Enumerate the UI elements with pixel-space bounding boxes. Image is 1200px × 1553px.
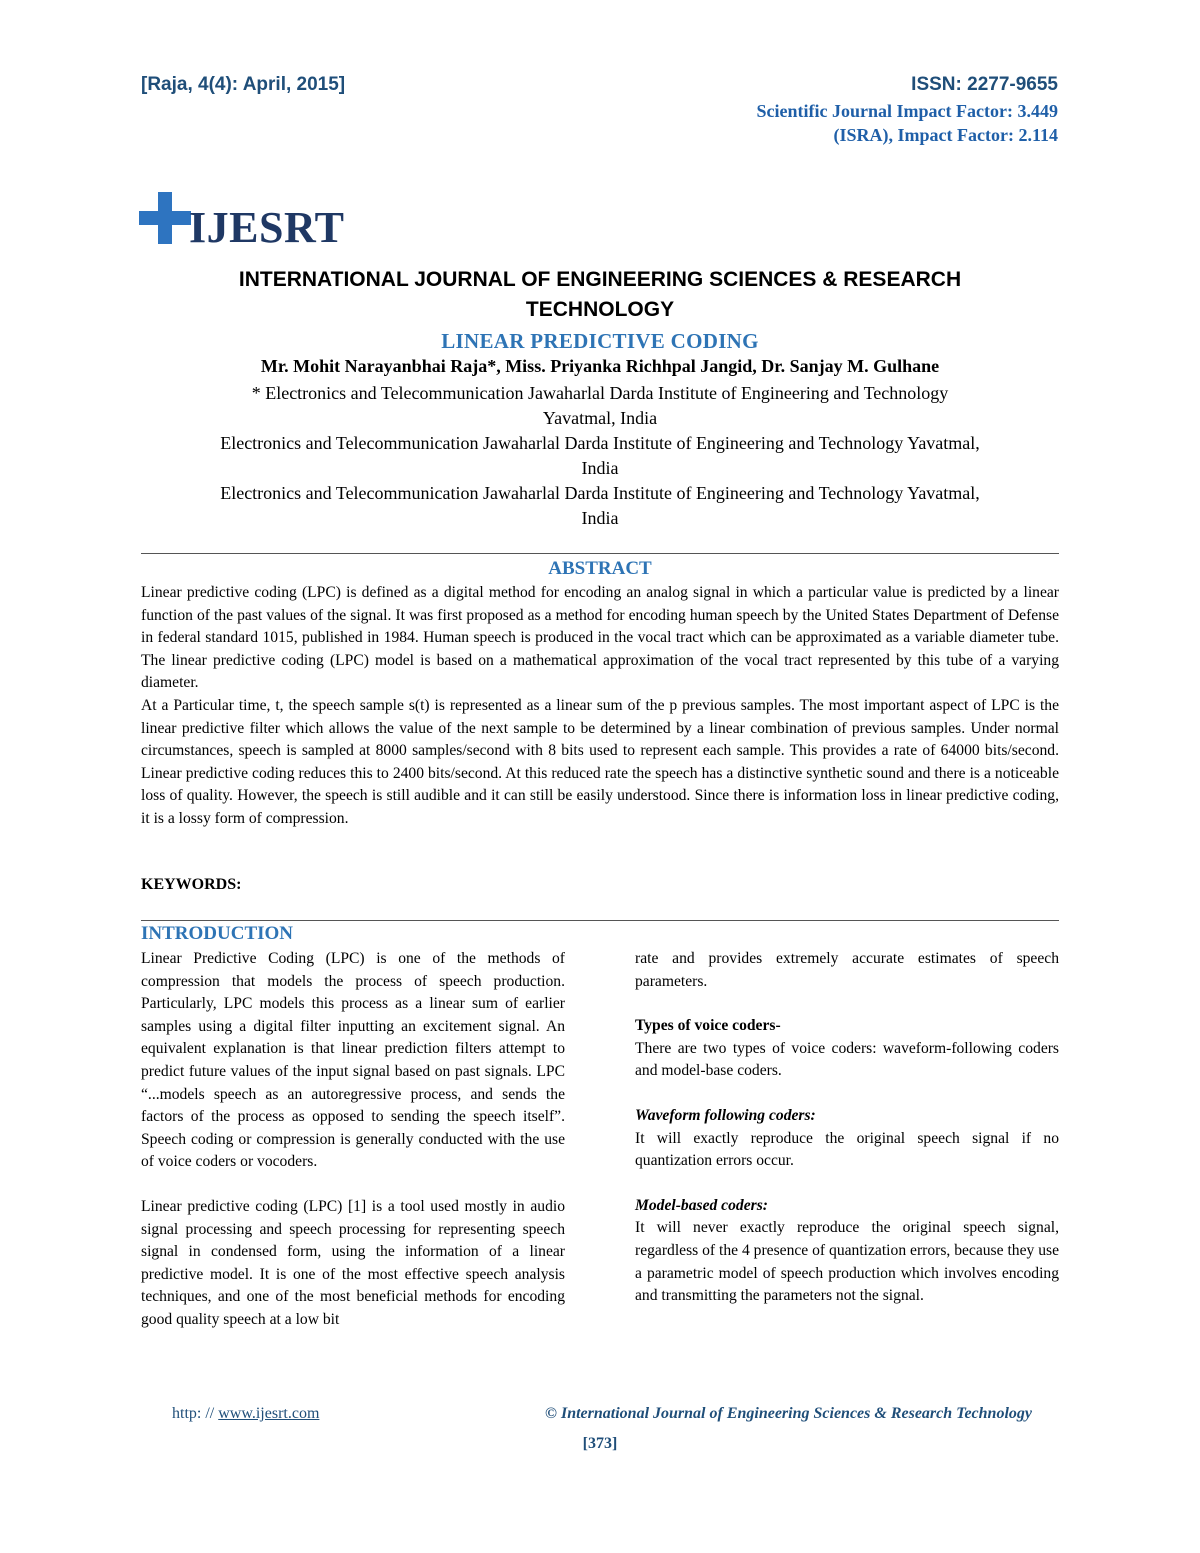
model-heading: Model-based coders:: [635, 1196, 768, 1214]
intro-paragraph-1: Linear Predictive Coding (LPC) is one of the methods of compression that models the process of speech production. Particularly, LPC models this process as a linear sum of earlier samples using a digital filter inputting an excitement signal. An equivalent explanation is that linear prediction filters attempt to predict future values of the input signal based on past signals. LPC “...models speech as an autoregressive process, and sends the factors of the process as opposed to sending the speech itself”. Speech coding or compression is generally conducted with the use of voice coders or vocoders.: [141, 950, 565, 1171]
paper-authors: Mr. Mohit Narayanbhai Raja*, Miss. Priyanka Richhpal Jangid, Dr. Sanjay M. Gulhane: [260, 356, 940, 376]
journal-logo: [139, 192, 369, 252]
journal-name: [141, 265, 1059, 325]
introduction-heading: INTRODUCTION: [141, 923, 294, 944]
plus-cross-icon: [139, 192, 191, 244]
url-prefix: http: //: [172, 1405, 219, 1422]
waveform-heading: Waveform following coders:: [635, 1106, 816, 1124]
abstract-paragraph-2: At a Particular time, t, the speech sample s(t) is represented as a linear sum of the p previous samples. The most important aspect of LPC is the linear predictive filter which allows the value of the next sample to be determined by a linear combination of previous samples. Under normal circumstances, speech is sampled at 8000 samples/second with 8 bits used to represent each sample. This provides a rate of 64000 bits/second. Linear predictive coding reduces this to 2400 bits/second. At this reduced rate the speech has a distinctive synthetic sound and there is a noticeable loss of quality. However, the speech is still audible and it can still be easily understood. Since there is information loss in linear predictive coding, it is a lossy form of compression.: [141, 696, 1059, 827]
impact-factor-sjif: Scientific Journal Impact Factor: 3.449: [756, 101, 1058, 121]
logo-text: IJESRT: [189, 203, 345, 252]
journal-name-line2: TECHNOLOGY: [525, 298, 675, 321]
affiliation-line: Electronics and Telecommunication Jawaharlal Darda Institute of Engineering and Technology Yavatmal,: [220, 483, 980, 503]
left-column: [141, 948, 565, 1332]
footer-copyright: © International Journal of Engineering Sciences & Research Technology: [545, 1405, 1032, 1422]
abstract-body: [141, 582, 1059, 831]
abstract-paragraph-1: Linear predictive coding (LPC) is defined as a digital method for encoding an analog signal in which a particular value is predicted by a linear function of the past values of the signal. It was first proposed as a method for encoding human speech by the United States Department of Defense in federal standard 1015, published in 1984. Human speech is produced in the vocal tract which can be approximated as a variable diameter tube. The linear predictive coding (LPC) model is based on a mathematical approximation of the vocal tract represented by this tube of a varying diameter.: [141, 584, 1059, 692]
affiliation-line: Yavatmal, India: [542, 408, 658, 428]
divider: [141, 553, 1059, 554]
keywords-heading: KEYWORDS:: [141, 876, 242, 893]
affiliation-line: * Electronics and Telecommunication Jawaharlal Darda Institute of Engineering and Technology: [251, 383, 949, 403]
journal-name-line1: INTERNATIONAL JOURNAL OF ENGINEERING SCIENCES & RESEARCH: [238, 268, 962, 291]
affiliation-line: Electronics and Telecommunication Jawaharlal Darda Institute of Engineering and Technology Yavatmal,: [220, 433, 980, 453]
impact-factor-isra: (ISRA), Impact Factor: 2.114: [833, 125, 1058, 145]
intro-paragraph-2: Linear predictive coding (LPC) [1] is a tool used mostly in audio signal processing and speech processing for representing speech signal in condensed form, using the information of a linear predictive model. It is one of the most effective speech analysis techniques, and one of the most beneficial methods for encoding good quality speech at a low bit: [141, 1197, 565, 1328]
divider: [141, 920, 1059, 921]
affiliation-line: India: [581, 458, 619, 478]
types-text: There are two types of voice coders: waveform-following coders and model-base coders.: [635, 1039, 1059, 1080]
abstract-heading: ABSTRACT: [548, 558, 652, 579]
page-number: [373]: [582, 1435, 618, 1452]
types-heading: Types of voice coders-: [635, 1017, 781, 1035]
website-link[interactable]: www.ijesrt.com: [218, 1405, 320, 1422]
waveform-text: It will exactly reproduce the original speech signal if no quantization errors occur.: [635, 1129, 1059, 1170]
intro-paragraph-continued: rate and provides extremely accurate estimates of speech parameters.: [635, 950, 1059, 990]
affiliation-line: India: [581, 508, 619, 528]
model-text: It will never exactly reproduce the original speech signal, regardless of the 4 presence of quantization errors, because they use a parametric model of speech production which involves encoding and transmitting the parameters not the signal.: [635, 1219, 1059, 1305]
paper-title: LINEAR PREDICTIVE CODING: [441, 329, 759, 353]
affiliations: [141, 381, 1059, 531]
footer-url: [172, 1405, 319, 1423]
citation-header: [Raja, 4(4): April, 2015]: [141, 74, 346, 95]
issn-label: ISSN: 2277-9655: [911, 74, 1058, 95]
right-column: [635, 948, 1059, 1308]
